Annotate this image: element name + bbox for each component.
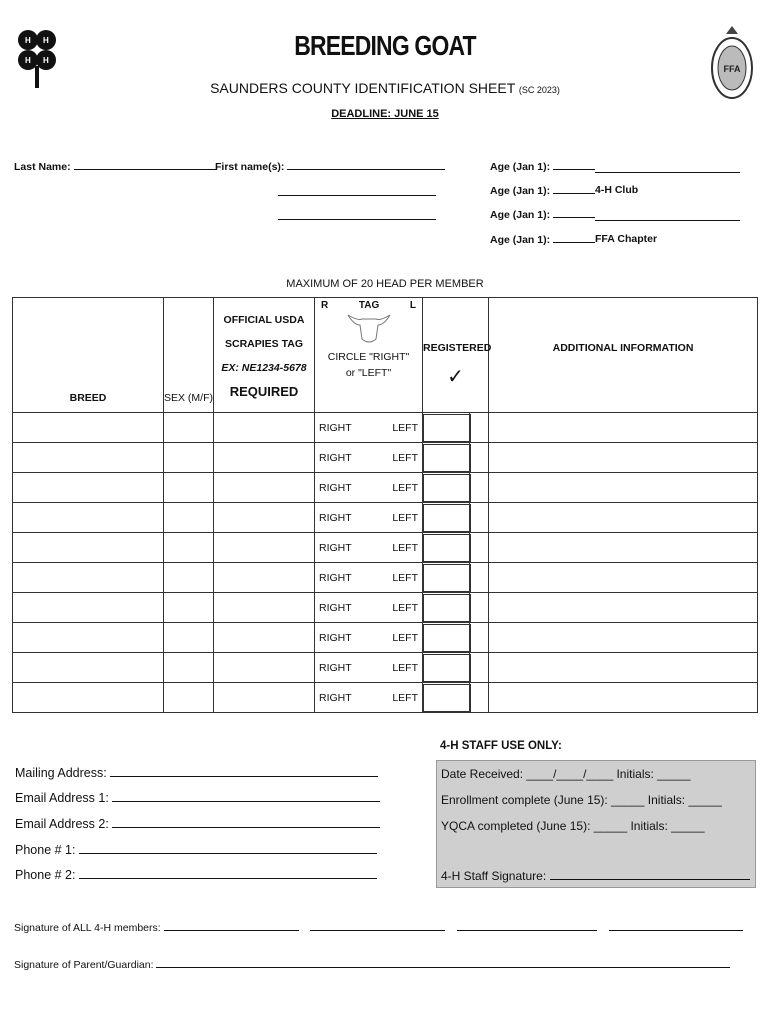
right-option[interactable]: RIGHT (319, 571, 352, 584)
registered-cell (423, 593, 470, 623)
ear-circle-cell[interactable] (315, 623, 423, 653)
table-row (13, 653, 758, 683)
yqca-completed: YQCA completed (June 15): _____ Initials: _____ (441, 819, 705, 833)
scrapies-tag-header (214, 298, 315, 413)
sex-cell[interactable] (164, 563, 214, 593)
club-name-line[interactable] (595, 163, 740, 173)
additional-info-cell[interactable] (489, 593, 758, 623)
registered-cell (423, 413, 470, 443)
last-name-field[interactable] (14, 160, 216, 173)
additional-info-cell[interactable] (489, 563, 758, 593)
registered-spacer-cell (470, 623, 489, 653)
scrapies-tag-cell[interactable] (214, 473, 315, 503)
tag-header-line-3: EX: NE1234-5678 (221, 362, 307, 374)
ffa-name-line[interactable] (595, 211, 740, 221)
age-label: Age (Jan 1): (490, 161, 551, 173)
breed-cell[interactable] (13, 473, 164, 503)
staff-signature-label: 4-H Staff Signature: (441, 869, 547, 883)
breed-cell[interactable] (13, 653, 164, 683)
additional-header (489, 298, 758, 413)
additional-label: ADDITIONAL INFORMATION (552, 342, 694, 354)
registered-cell (423, 623, 470, 653)
ear-circle-cell[interactable] (315, 443, 423, 473)
mailing-label: Mailing Address: (15, 766, 107, 780)
sex-header-label: SEX (M/F) (164, 392, 213, 404)
scrapies-tag-cell[interactable] (214, 623, 315, 653)
left-option[interactable]: LEFT (392, 691, 419, 704)
enrollment-complete: Enrollment complete (June 15): _____ Initials: _____ (441, 793, 722, 807)
age-field-3[interactable] (490, 208, 595, 221)
right-option[interactable]: RIGHT (319, 601, 352, 614)
subtitle-text: SAUNDERS COUNTY IDENTIFICATION SHEET (210, 80, 515, 96)
phone-1-field[interactable] (15, 843, 377, 857)
table-row (13, 473, 758, 503)
svg-text:H: H (25, 56, 31, 65)
club-label: 4-H Club (595, 184, 639, 196)
registered-checkbox[interactable] (423, 684, 471, 712)
check-icon: ✓ (447, 366, 464, 388)
registered-spacer-cell (470, 443, 489, 473)
svg-text:H: H (43, 36, 49, 45)
additional-info-cell[interactable] (489, 653, 758, 683)
ear-circle-cell[interactable] (315, 593, 423, 623)
scrapies-tag-cell[interactable] (214, 413, 315, 443)
registered-cell (423, 563, 470, 593)
left-option[interactable]: LEFT (392, 511, 419, 524)
age-field-2[interactable] (490, 184, 595, 197)
additional-info-cell[interactable] (489, 533, 758, 563)
scrapies-tag-cell[interactable] (214, 503, 315, 533)
table-row (13, 533, 758, 563)
tag-header-line-1: OFFICIAL USDA (223, 314, 305, 326)
email-1-field[interactable] (15, 791, 380, 805)
email2-label: Email Address 2: (15, 817, 109, 831)
first-name-line-3[interactable] (278, 210, 436, 220)
member-signature-label: Signature of ALL 4-H members: (14, 922, 161, 934)
page-title: BREEDING GOAT (294, 30, 476, 61)
age-label: Age (Jan 1): (490, 234, 551, 246)
ear-left-label: L (409, 300, 416, 311)
last-name-label: Last Name: (14, 161, 71, 173)
left-option[interactable]: LEFT (392, 571, 419, 584)
sex-cell[interactable] (164, 503, 214, 533)
ear-right-label: R (321, 300, 329, 311)
registered-spacer-cell (470, 593, 489, 623)
breed-cell[interactable] (13, 593, 164, 623)
staff-heading: 4-H STAFF USE ONLY: (440, 740, 562, 752)
registered-spacer-cell (470, 503, 489, 533)
additional-info-cell[interactable] (489, 443, 758, 473)
age-label: Age (Jan 1): (490, 209, 551, 221)
right-option[interactable]: RIGHT (319, 451, 352, 464)
scrapies-tag-cell[interactable] (214, 653, 315, 683)
ear-tag-header (315, 298, 423, 413)
table-row (13, 443, 758, 473)
table-row (13, 683, 758, 713)
scrapies-tag-cell[interactable] (214, 563, 315, 593)
scrapies-tag-cell[interactable] (214, 443, 315, 473)
registered-checkbox[interactable] (423, 444, 471, 472)
breed-cell[interactable] (13, 443, 164, 473)
registered-header (423, 298, 492, 413)
sex-header (164, 298, 214, 413)
svg-text:H: H (43, 56, 49, 65)
registered-spacer-cell (470, 413, 489, 443)
right-option[interactable]: RIGHT (319, 421, 352, 434)
sex-cell[interactable] (164, 683, 214, 713)
registered-checkbox[interactable] (423, 534, 471, 562)
ear-circle-cell[interactable] (315, 533, 423, 563)
table-row (13, 563, 758, 593)
sex-cell[interactable] (164, 413, 214, 443)
ear-circle-cell[interactable] (315, 413, 423, 443)
ffa-label: FFA Chapter (595, 233, 658, 245)
left-option[interactable]: LEFT (392, 631, 419, 644)
breed-header-label: BREED (69, 392, 107, 404)
right-option[interactable]: RIGHT (319, 631, 352, 644)
table-row (13, 593, 758, 623)
right-option[interactable]: RIGHT (319, 481, 352, 494)
parent-signature-label: Signature of Parent/Guardian: (14, 959, 154, 971)
deadline: DEADLINE: JUNE 15 (331, 108, 439, 120)
registered-cell (423, 503, 470, 533)
registered-checkbox[interactable] (423, 414, 471, 442)
member-signatures[interactable] (14, 921, 743, 934)
goat-head-icon (344, 311, 394, 345)
tag-header-line-2: SCRAPIES TAG (225, 338, 303, 350)
date-received: Date Received: ____/____/____ Initials: _____ (441, 767, 691, 781)
email1-label: Email Address 1: (15, 791, 109, 805)
ear-circle-cell[interactable] (315, 473, 423, 503)
registered-spacer-cell (470, 533, 489, 563)
age-field-1[interactable] (490, 160, 595, 173)
registered-checkbox[interactable] (423, 504, 471, 532)
right-option[interactable]: RIGHT (319, 691, 352, 704)
ear-circle-cell[interactable] (315, 683, 423, 713)
breed-cell[interactable] (13, 623, 164, 653)
tag-header-line-4: REQUIRED (229, 384, 299, 399)
right-option[interactable]: RIGHT (319, 661, 352, 674)
additional-info-cell[interactable] (489, 503, 758, 533)
ear-circle-cell[interactable] (315, 503, 423, 533)
sex-cell[interactable] (164, 533, 214, 563)
ear-circle-cell[interactable] (315, 653, 423, 683)
email-2-field[interactable] (15, 817, 380, 831)
registered-cell (423, 653, 470, 683)
breed-cell[interactable] (13, 533, 164, 563)
ear-tag-label: TAG (358, 300, 380, 311)
first-name-label: First name(s): (215, 161, 285, 173)
scrapies-tag-cell[interactable] (214, 683, 315, 713)
age-field-4[interactable] (490, 233, 595, 246)
registered-checkbox[interactable] (423, 474, 471, 502)
table-row (13, 503, 758, 533)
breed-cell[interactable] (13, 413, 164, 443)
registered-label: REGISTERED (423, 342, 492, 354)
additional-info-cell[interactable] (489, 683, 758, 713)
table-row (13, 413, 758, 443)
subtitle-year: (SC 2023) (518, 85, 560, 95)
registered-checkbox[interactable] (423, 624, 471, 652)
phone2-label: Phone # 2: (15, 868, 76, 882)
table-header-row (13, 298, 758, 413)
left-option[interactable]: LEFT (392, 421, 419, 434)
registered-checkbox[interactable] (423, 594, 471, 622)
breed-cell[interactable] (13, 683, 164, 713)
first-name-field[interactable] (215, 160, 445, 173)
svg-text:FFA: FFA (723, 64, 741, 74)
ear-circle-cell[interactable] (315, 563, 423, 593)
registered-cell (423, 683, 470, 713)
max-head-note: MAXIMUM OF 20 HEAD PER MEMBER (286, 278, 484, 290)
additional-info-cell[interactable] (489, 413, 758, 443)
registered-checkbox[interactable] (423, 564, 471, 592)
sex-cell[interactable] (164, 653, 214, 683)
registered-cell (423, 443, 470, 473)
age-label: Age (Jan 1): (490, 185, 551, 197)
left-option[interactable]: LEFT (392, 601, 419, 614)
sex-cell[interactable] (164, 443, 214, 473)
left-option[interactable]: LEFT (392, 661, 419, 674)
sex-cell[interactable] (164, 473, 214, 503)
staff-signature-field[interactable] (441, 869, 750, 883)
sex-cell[interactable] (164, 593, 214, 623)
registered-spacer-cell (470, 653, 489, 683)
left-option[interactable]: LEFT (392, 541, 419, 554)
mailing-address-field[interactable] (15, 766, 378, 780)
breed-cell[interactable] (13, 503, 164, 533)
registered-checkbox[interactable] (423, 654, 471, 682)
breed-header (13, 298, 164, 413)
phone-2-field[interactable] (15, 868, 377, 882)
circle-line-1: CIRCLE "RIGHT" (327, 351, 410, 363)
staff-use-box (436, 760, 756, 888)
right-option[interactable]: RIGHT (319, 541, 352, 554)
additional-info-cell[interactable] (489, 473, 758, 503)
scrapies-tag-cell[interactable] (214, 593, 315, 623)
registered-spacer-cell (470, 473, 489, 503)
registered-cell (423, 473, 470, 503)
sex-cell[interactable] (164, 623, 214, 653)
breed-cell[interactable] (13, 563, 164, 593)
circle-line-2: or "LEFT" (345, 367, 392, 379)
registered-cell (423, 533, 470, 563)
right-option[interactable]: RIGHT (319, 511, 352, 524)
left-option[interactable]: LEFT (392, 481, 419, 494)
table-row (13, 623, 758, 653)
subtitle (0, 80, 770, 96)
left-option[interactable]: LEFT (392, 451, 419, 464)
phone1-label: Phone # 1: (15, 843, 76, 857)
scrapies-tag-cell[interactable] (214, 533, 315, 563)
animal-table (12, 297, 758, 713)
svg-text:H: H (25, 36, 31, 45)
first-name-line-2[interactable] (278, 186, 436, 196)
additional-info-cell[interactable] (489, 623, 758, 653)
registered-spacer-cell (470, 563, 489, 593)
registered-spacer-cell (470, 683, 489, 713)
parent-signature[interactable] (14, 958, 730, 971)
